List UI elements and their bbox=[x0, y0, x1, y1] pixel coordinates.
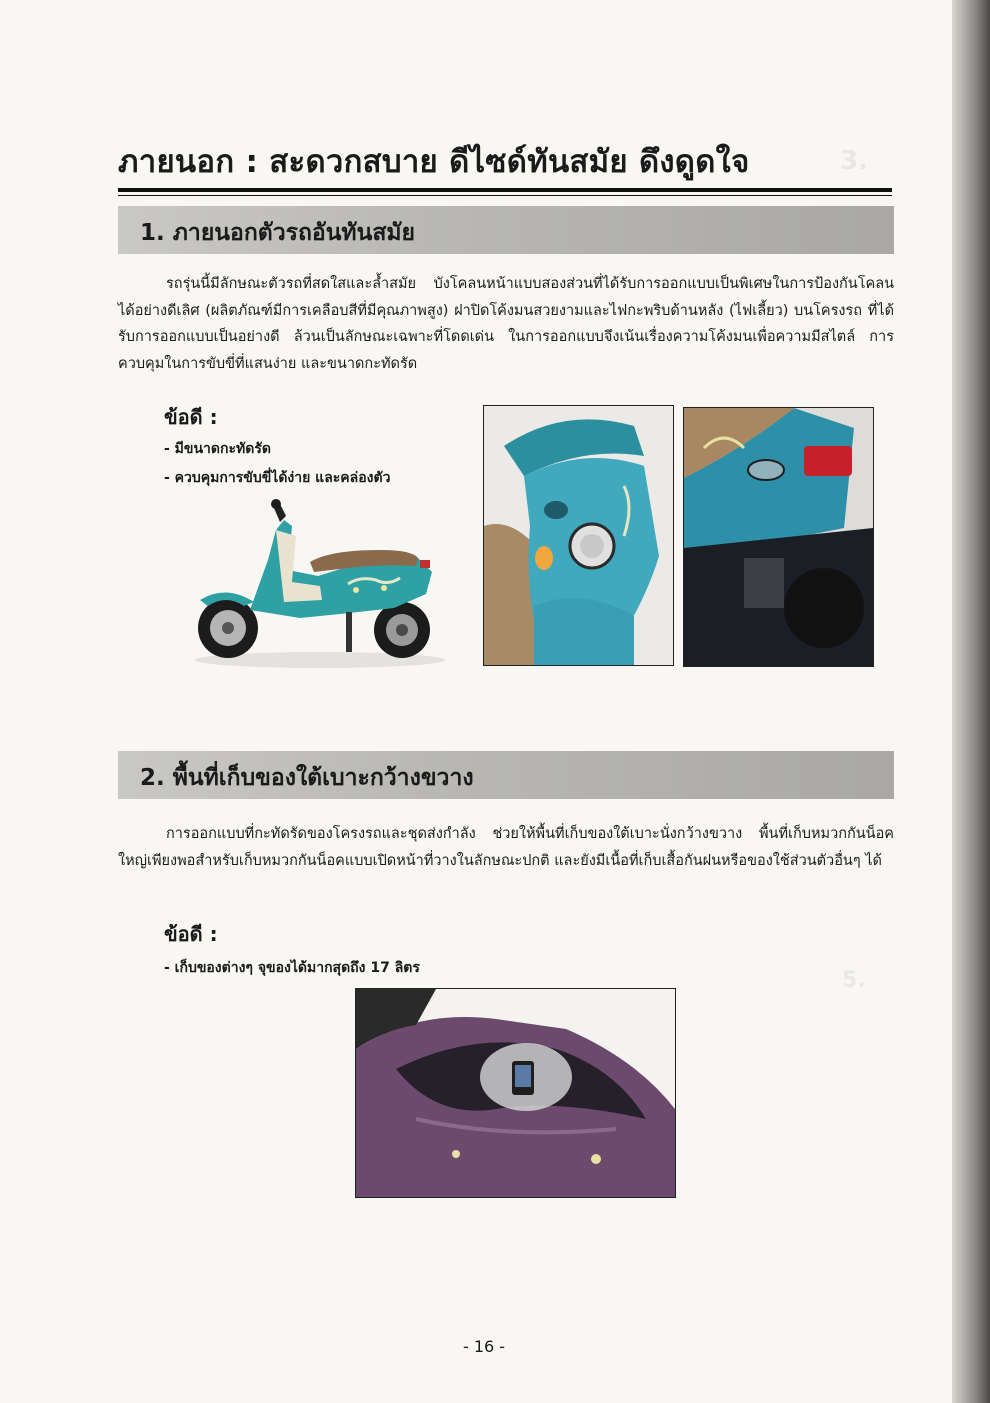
section-1-heading: 1. ภายนอกตัวรถอันทันสมัย bbox=[140, 220, 415, 246]
scooter-front-closeup-photo bbox=[483, 405, 674, 666]
section-1-body-text: รถรุ่นนี้มีลักษณะตัวรถที่สดใสและล้ำสมัย บังโคลนหน้าแบบสองส่วนที่ได้รับการออกแบบเป็นพิเศษในการป้องกันโคลนได้อย่างดีเลิศ (ผลิตภัณฑ์มีการเคลือบสีที่มีคุณภาพสูง) ฝาปิดโค้งมนสวยงามและไฟกะพริบด้านหลัง (ไฟเลี้ยว) บนโครงรถ ที่ได้รับการออกแบบเป็นอย่างดี ล้วนเป็นลักษณะเฉพาะที่โดดเด่น ในการออกแบบจึงเน้นเรื่องความโค้งมนเพื่อความมีสไตล์ การควบคุมในการขับขี่ที่แสนง่าย และขนาดกะทัดรัด bbox=[118, 276, 894, 372]
scooter-front-closeup-illustration bbox=[484, 406, 673, 665]
section-2-body bbox=[118, 821, 894, 874]
section-1-advantages-heading: ข้อดี : bbox=[164, 405, 218, 429]
section-2-body-text: การออกแบบที่กะทัดรัดของโครงรถและชุดส่งกำลัง ช่วยให้พื้นที่เก็บของใต้เบาะนั่งกว้างขวาง พื้นที่เก็บหมวกกันน็อค ใหญ่เพียงพอสำหรับเก็บหมวกกันน็อคแบบเปิดหน้าที่วางในลักษณะปกติ และยังมีเนื้อที่เก็บเสื้อกันฝนหรือของใช้ส่วนตัวอื่นๆ ได้ bbox=[118, 826, 894, 869]
page-title: ภายนอก : สะดวกสบาย ดีไซด์ทันสมัย ดึงดูดใจ bbox=[118, 144, 750, 180]
bleed-through-ghost: 5. bbox=[842, 968, 866, 993]
under-seat-storage-photo bbox=[355, 988, 676, 1198]
section-1-advantage-item: - ควบคุมการขับขี่ได้ง่าย และคล่องตัว bbox=[164, 470, 391, 486]
title-rule-thin bbox=[118, 195, 892, 196]
section-2-advantage-item: - เก็บของต่างๆ จุของได้มากสุดถึง 17 ลิตร bbox=[164, 960, 420, 976]
title-rule-thick bbox=[118, 188, 892, 192]
scooter-rear-closeup-illustration bbox=[684, 408, 873, 666]
section-2-heading: 2. พื้นที่เก็บของใต้เบาะกว้างขวาง bbox=[140, 765, 474, 791]
under-seat-storage-illustration bbox=[356, 989, 675, 1197]
binding-edge-shadow bbox=[952, 0, 990, 1403]
scooter-rear-closeup-photo bbox=[683, 407, 874, 667]
section-1-advantage-item: - มีขนาดกะทัดรัด bbox=[164, 441, 271, 457]
section-2-header-bar bbox=[118, 751, 894, 799]
section-2-advantages-heading: ข้อดี : bbox=[164, 922, 218, 946]
section-1-header-bar bbox=[118, 206, 894, 254]
scooter-side-view-photo bbox=[180, 490, 452, 670]
page-number: - 16 - bbox=[462, 1337, 506, 1356]
bleed-through-ghost: 3. bbox=[840, 146, 868, 176]
section-1-body bbox=[118, 271, 894, 377]
